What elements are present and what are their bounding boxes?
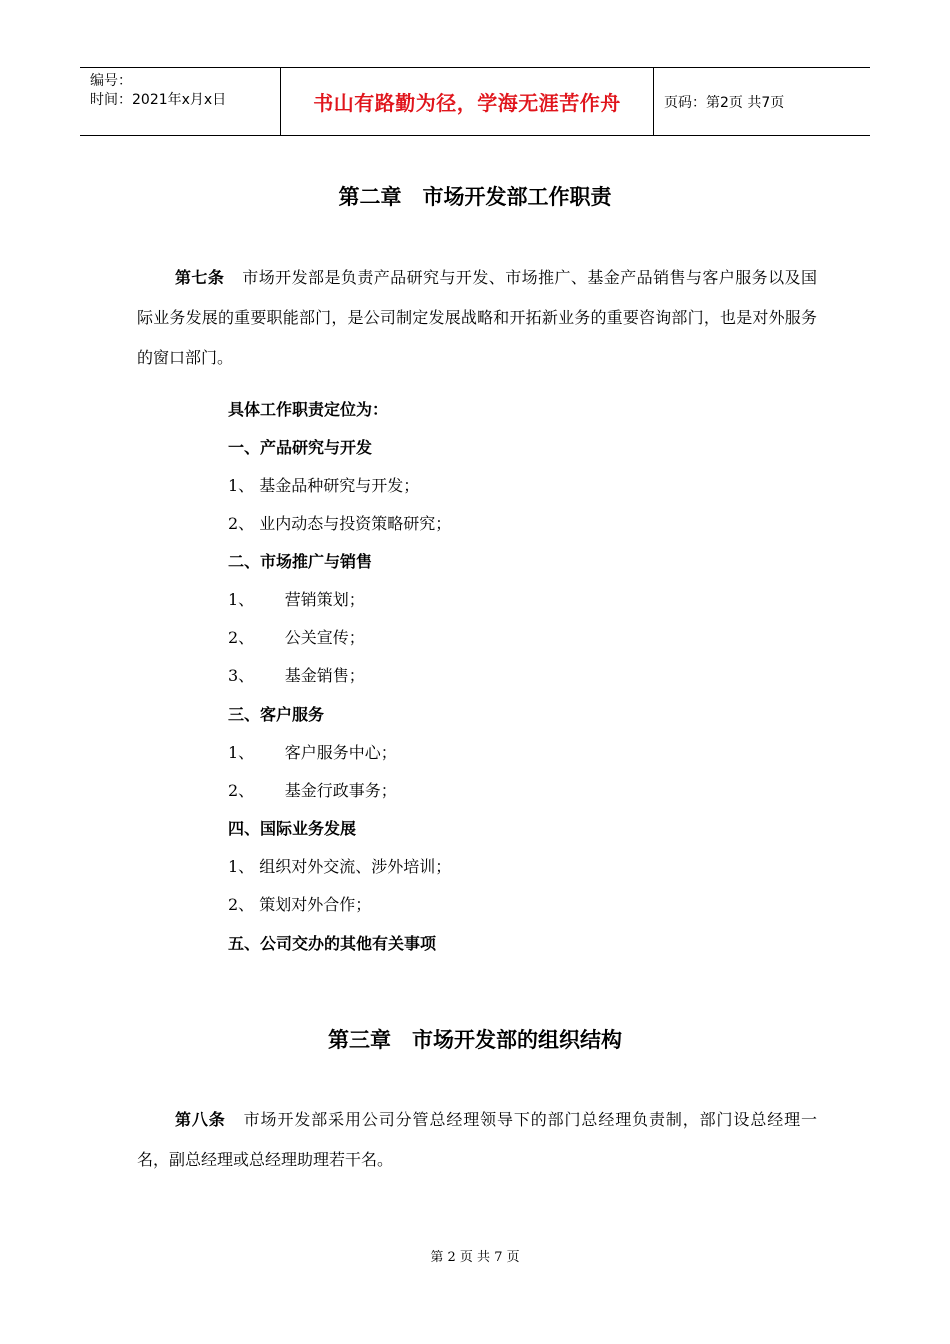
document-date: 时间：2021年x月x日 (90, 92, 227, 108)
section-title: 五、公司交办的其他有关事项 (228, 934, 437, 953)
page-header (80, 67, 870, 136)
list-item: 2、 基金行政事务； (228, 781, 397, 800)
list-item: 2、 策划对外合作； (228, 895, 372, 914)
document-number-label: 编号： (90, 73, 132, 89)
header-motto: 书山有路勤为径，学海无涯苦作舟 (281, 68, 654, 135)
section-title: 一、产品研究与开发 (228, 438, 373, 457)
chapter-2-title: 第二章 市场开发部工作职责 (338, 185, 612, 209)
article-8-text: 市场开发部采用公司分管总经理领导下的部门总经理负责制，部门设总经理一名，副总经理或总经理助理若干名。 (137, 1110, 817, 1169)
article-8-label: 第八条 (175, 1110, 226, 1129)
chapter-3-title: 第三章 市场开发部的组织结构 (328, 1028, 622, 1052)
header-page-info: 页码：第2页 共7页 (664, 94, 785, 111)
list-item: 1、 基金品种研究与开发； (228, 476, 420, 495)
header-meta (80, 68, 281, 135)
list-item: 1、 组织对外交流、涉外培训； (228, 857, 452, 876)
list-item: 1、 客户服务中心； (228, 743, 397, 762)
duties-heading: 具体工作职责定位为： (228, 400, 389, 419)
article-7-label: 第七条 (175, 268, 225, 287)
article-8 (137, 1100, 817, 1180)
section-title: 四、国际业务发展 (228, 819, 357, 838)
section-title: 二、市场推广与销售 (228, 552, 373, 571)
list-item: 3、 基金销售； (228, 666, 365, 685)
article-7-text: 市场开发部是负责产品研究与开发、市场推广、基金产品销售与客户服务以及国际业务发展的重要职能部门，是公司制定发展战略和开拓新业务的重要咨询部门，也是对外服务的窗口部门。 (137, 268, 817, 367)
section-title: 三、客户服务 (228, 705, 325, 724)
list-item: 1、 营销策划； (228, 590, 365, 609)
page-footer: 第 2 页 共 7 页 (430, 1250, 520, 1265)
list-item: 2、 公关宣传； (228, 628, 365, 647)
article-7 (137, 258, 817, 378)
list-item: 2、 业内动态与投资策略研究； (228, 514, 452, 533)
